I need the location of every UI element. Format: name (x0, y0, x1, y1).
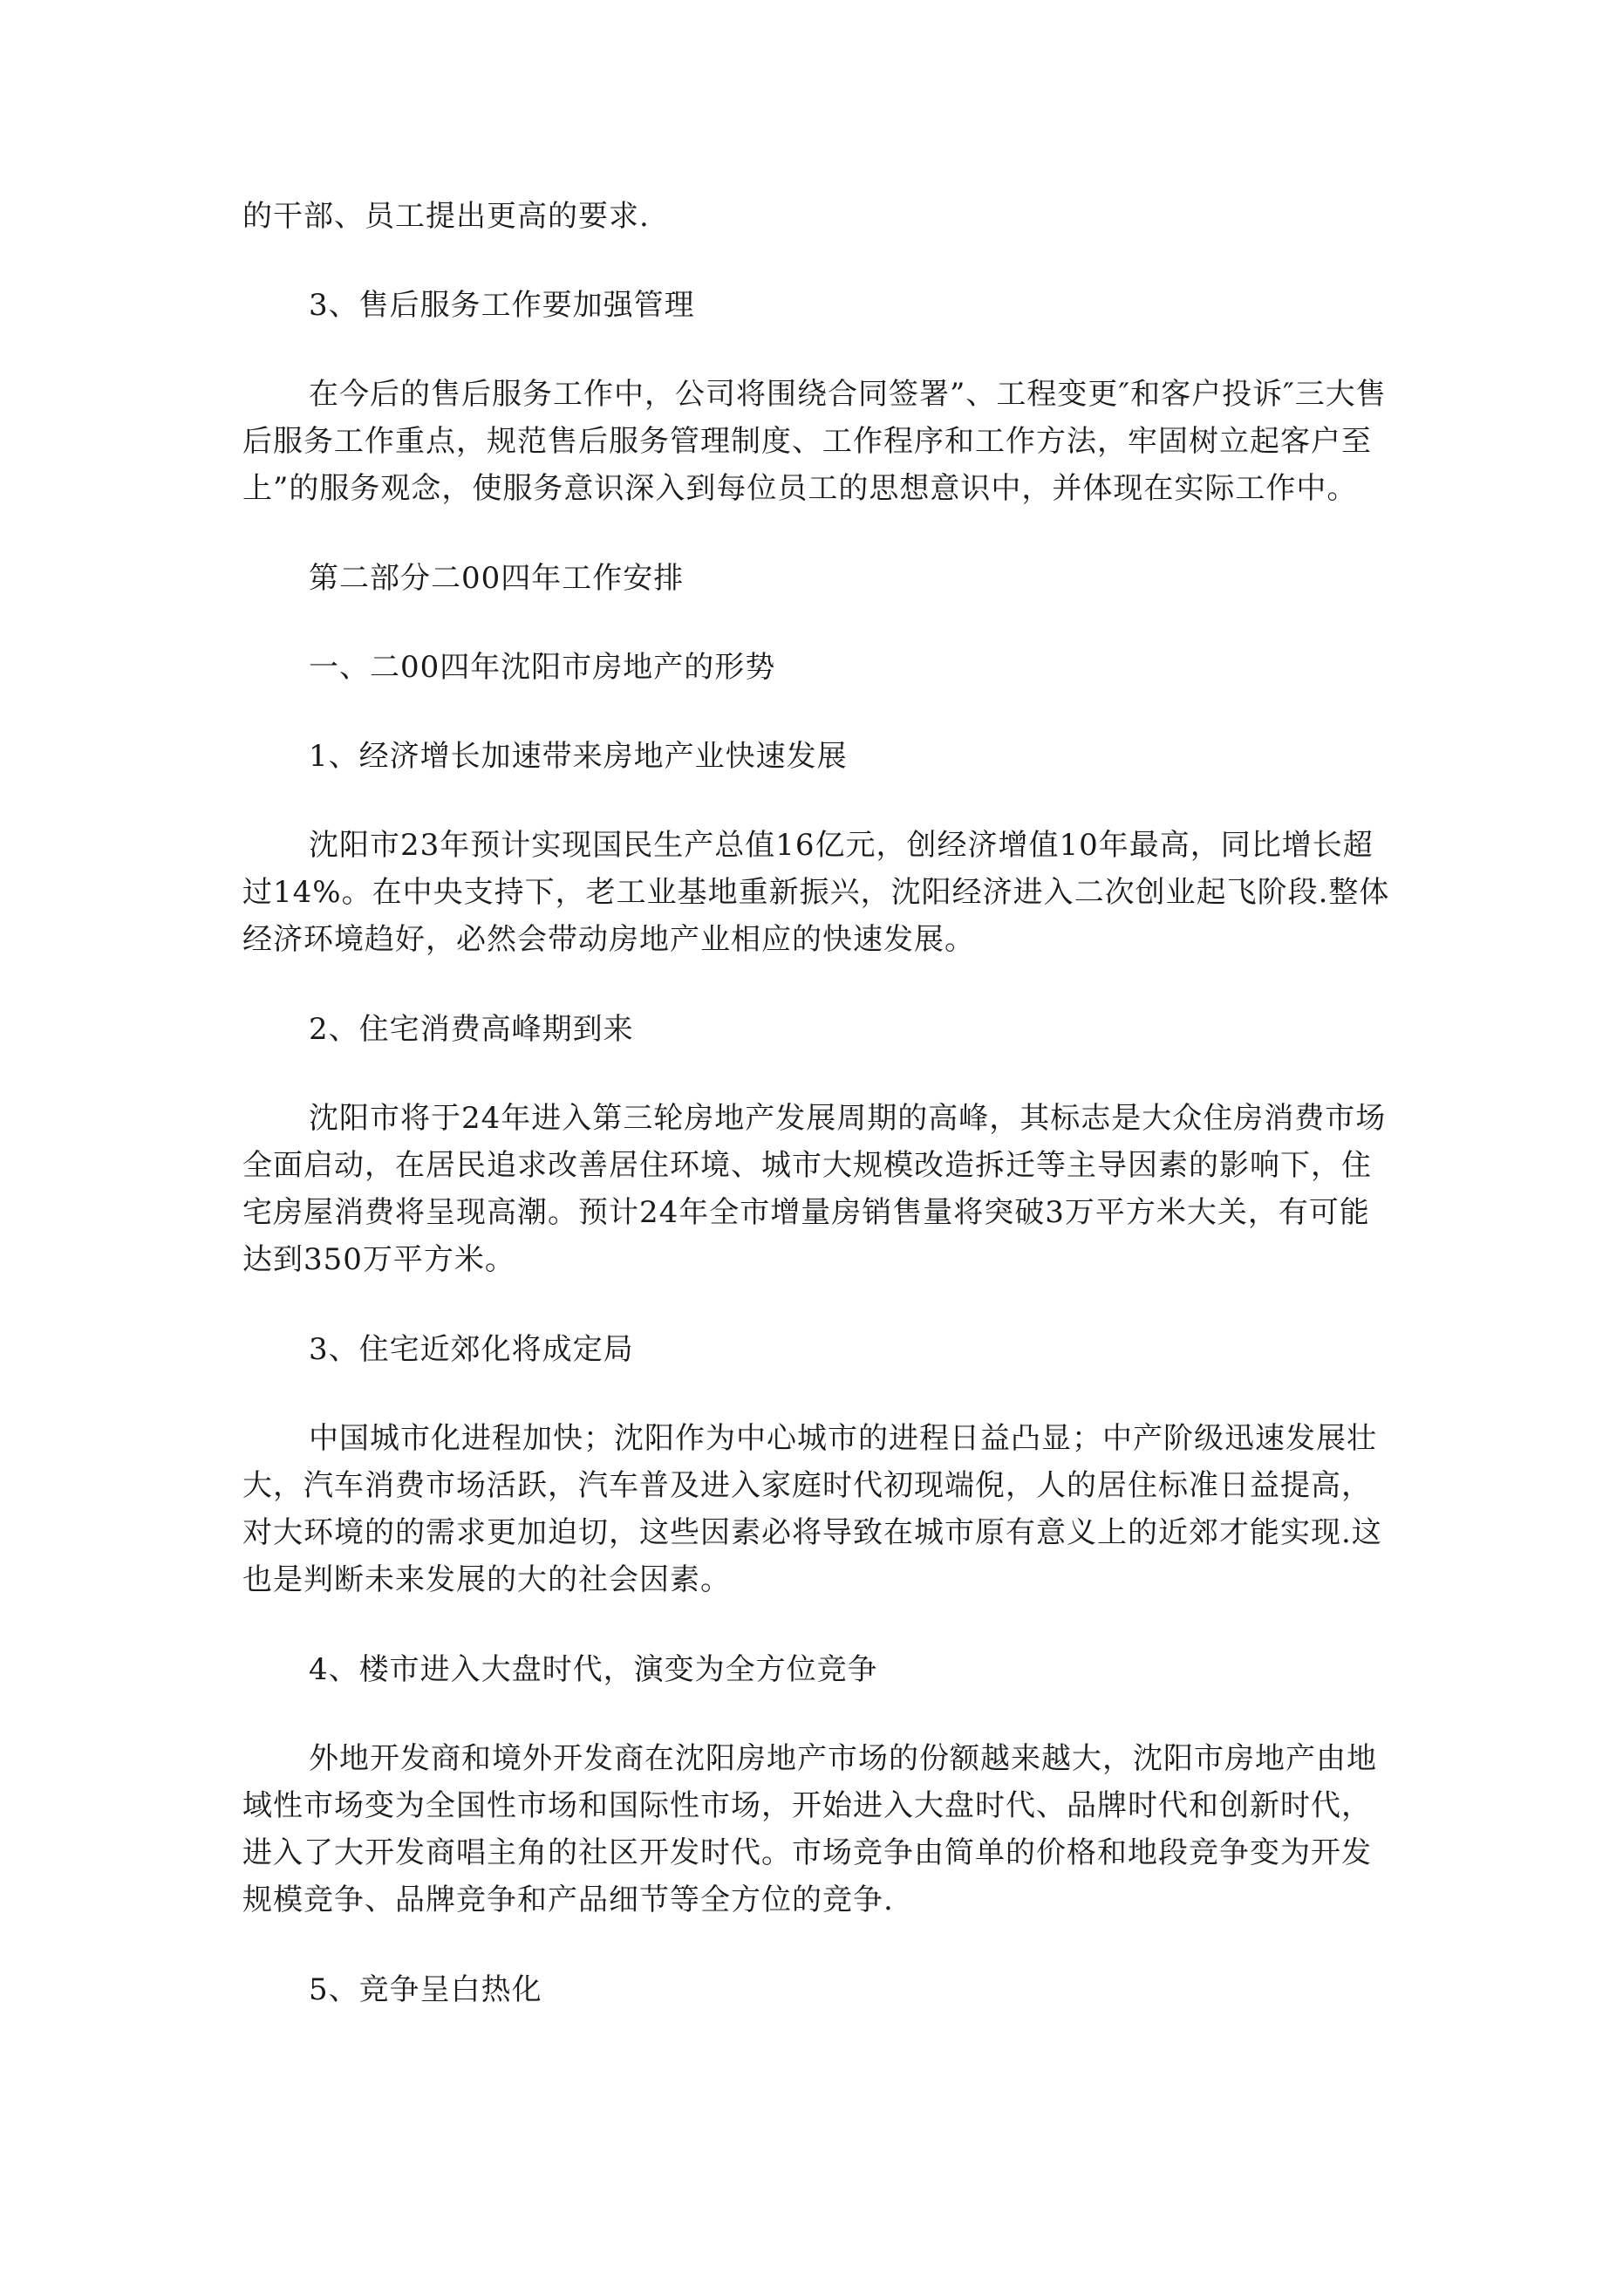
subheading-suburbanization: 3、住宅近郊化将成定局 (309, 1332, 634, 1367)
paragraph-after-sales: 在今后的售后服务工作中，公司将围绕合同签署”、工程变更″和客户投诉″三大售后服务工作重点，规范售后服务管理制度、工作程序和工作方法，牢固树立起客户至上”的服务观念，使服务意识深入到每位员工的思想意识中，并体现在实际工作中。 (242, 377, 1387, 506)
subheading-economic-growth: 1、经济增长加速带来房地产业快速发展 (309, 739, 848, 774)
paragraph-big-market-era: 外地开发商和境外开发商在沈阳房地产市场的份额越来越大，沈阳市房地产由地域性市场变为全国性市场和国际性市场，开始进入大盘时代、品牌时代和创新时代，进入了大开发商唱主角的社区开发时代。市场竞争由简单的价格和地段竞争变为开发规模竞争、品牌竞争和产品细节等全方位的竞争. (242, 1741, 1377, 1917)
subheading-fierce-competition: 5、竞争呈白热化 (309, 1972, 542, 2007)
subheading-housing-peak: 2、住宅消费高峰期到来 (309, 1012, 634, 1047)
paragraph-suburbanization: 中国城市化进程加快；沈阳作为中心城市的进程日益凸显；中产阶级迅速发展壮大，汽车消费市场活跃，汽车普及进入家庭时代初现端倪，人的居住标准日益提高，对大环境的的需求更加迫切，这些因素必将导致在城市原有意义上的近郊才能实现.这也是判断未来发展的大的社会因素。 (242, 1421, 1382, 1597)
subheading-big-market-era: 4、楼市进入大盘时代，演变为全方位竞争 (309, 1652, 878, 1687)
section-heading-market-situation: 一、二00四年沈阳市房地产的形势 (309, 650, 776, 685)
part-heading-2004-plan: 第二部分二00四年工作安排 (309, 561, 685, 596)
paragraph-housing-peak: 沈阳市将于24年进入第三轮房地产发展周期的高峰，其标志是大众住房消费市场全面启动，在居民追求改善居住环境、城市大规模改造拆迁等主导因素的影响下，住宅房屋消费将呈现高潮。预计24年全市增量房销售量将突破3万平方米大关，有可能达到350万平方米。 (242, 1101, 1387, 1277)
section-heading-after-sales: 3、售后服务工作要加强管理 (309, 288, 695, 323)
paragraph-economic-growth: 沈阳市23年预计实现国民生产总值16亿元，创经济增值10年最高，同比增长超过14%。在中央支持下，老工业基地重新振兴，沈阳经济进入二次创业起飞阶段.整体经济环境趋好，必然会带动房地产业相应的快速发展。 (242, 828, 1390, 957)
paragraph-continuation: 的干部、员工提出更高的要求. (242, 199, 650, 234)
